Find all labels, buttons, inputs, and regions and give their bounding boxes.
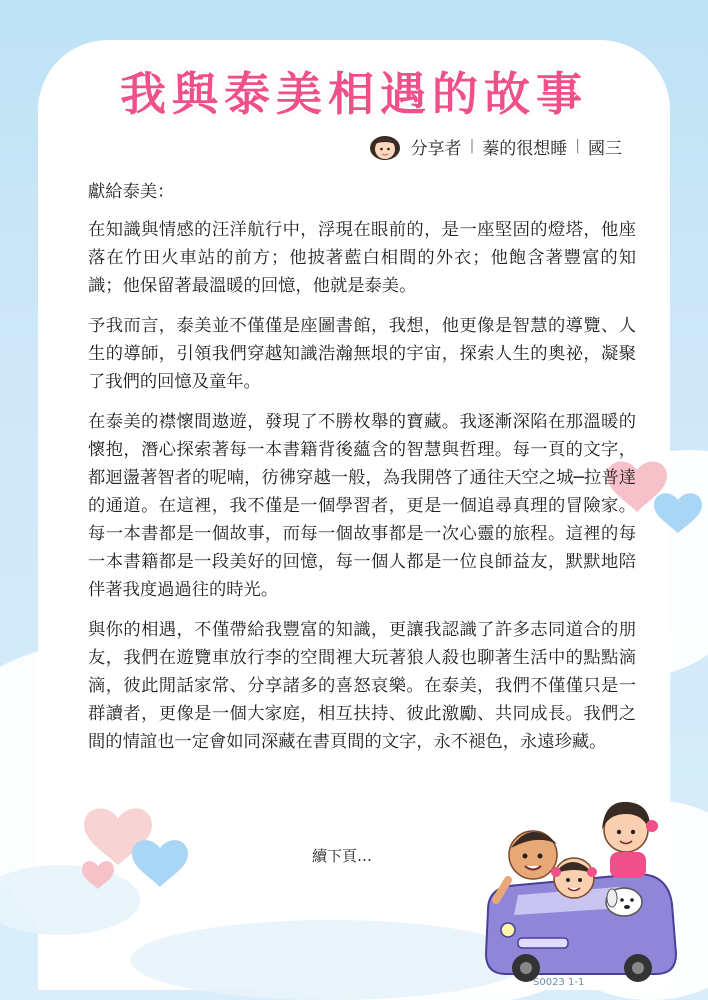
page-code: S0023 1-1 xyxy=(533,977,585,988)
author-grade: 國三 xyxy=(588,138,622,159)
page-title: 我與泰美相遇的故事 xyxy=(120,67,588,121)
continue-label: 續下頁… xyxy=(312,847,373,865)
author-name: 蓁的很想睡 xyxy=(482,138,568,159)
author-line xyxy=(367,132,622,160)
family-car-illustration xyxy=(478,800,678,985)
letter-body xyxy=(88,178,636,768)
author-separator: | xyxy=(469,138,475,154)
girl-avatar-icon xyxy=(367,132,403,160)
letter-paragraph: 與你的相遇，不僅帶給我豐富的知識，更讓我認識了許多志同道合的朋友，我們在遊覽車放行李的空間裡大玩著狼人殺也聊著生活中的點點滴滴，彼此閒話家常、分享諸多的喜怒哀樂。在泰美，我們不僅僅只是一群讀者，更像是一個大家庭，相互扶持、彼此激勵、共同成長。我們之間的情誼也一定會如同深藏在書頁間的文字，永不褪色，永遠珍藏。 xyxy=(88,620,636,752)
author-role: 分享者 xyxy=(410,138,462,159)
letter-paragraph: 在泰美的襟懷間遨遊，發現了不勝枚舉的寶藏。我逐漸深陷在那溫暖的懷抱，潛心探索著每一本書籍背後蘊含的智慧與哲理。每一頁的文字，都迴盪著智者的呢喃，彷彿穿越一般，為我開啓了通往天空之城─拉普達的通道。在這裡，我不僅是一個學習者，更是一個追尋真理的冒險家。每一本書都是一個故事，而每一個故事都是一次心靈的旅程。這裡的每一本書籍都是一段美好的回憶，每一個人都是一位良師益友，默默地陪伴著我度過過往的時光。 xyxy=(88,412,636,600)
author-separator: | xyxy=(575,138,580,154)
letter-paragraph: 在知識與情感的汪洋航行中，浮現在眼前的，是一座堅固的燈塔，他座落在竹田火車站的前方；他披著藍白相間的外衣；他飽含著豐富的知識；他保留著最溫暖的回憶，他就是泰美。 xyxy=(88,220,636,296)
letter-greeting: 獻給泰美： xyxy=(88,182,175,202)
letter-paragraph: 予我而言，泰美並不僅僅是座圖書館，我想，他更像是智慧的導覽、人生的導師，引領我們穿越知識浩瀚無垠的宇宙，探索人生的奧祕，凝聚了我們的回憶及童年。 xyxy=(88,316,636,392)
